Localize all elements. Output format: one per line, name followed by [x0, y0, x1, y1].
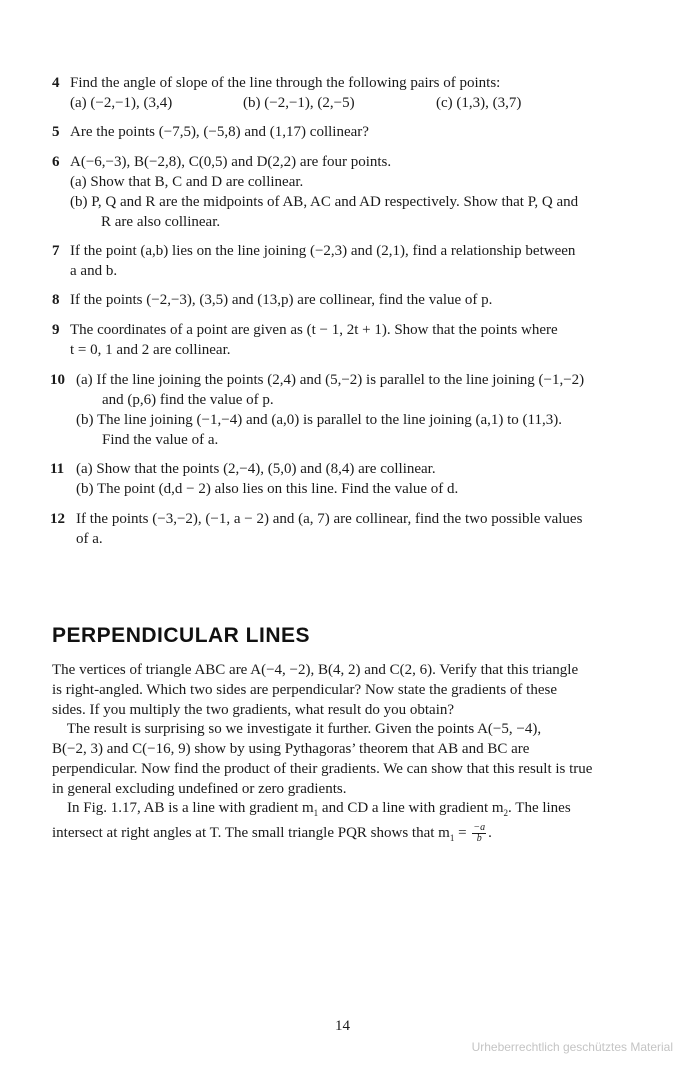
- exercise-number: 9: [52, 322, 60, 338]
- text-run: .: [488, 825, 492, 841]
- paragraph-line: in general excluding undefined or zero gradients.: [52, 781, 347, 797]
- exercise-text: If the point (a,b) lies on the line joining (−2,3) and (2,1), find a relationship between: [70, 243, 576, 259]
- subscript: 2: [503, 808, 509, 818]
- part-b: (b) The line joining (−1,−4) and (a,0) is parallel to the line joining (a,1) to (11,3).: [76, 412, 562, 428]
- exercise-text-continued: t = 0, 1 and 2 are collinear.: [70, 342, 231, 358]
- paragraph-line: sides. If you multiply the two gradients, what result do you obtain?: [52, 702, 455, 718]
- exercise-text-continued: of a.: [76, 531, 103, 547]
- fraction: [472, 823, 486, 844]
- exercise-text: The coordinates of a point are given as (t − 1, 2t + 1). Show that the points where: [70, 322, 558, 338]
- text-run: =: [454, 825, 471, 841]
- paragraph-line: is right-angled. Which two sides are perpendicular? Now state the gradients of these: [52, 682, 557, 698]
- part-a-continued: and (p,6) find the value of p.: [102, 392, 274, 408]
- exercise-text: If the points (−3,−2), (−1, a − 2) and (a, 7) are collinear, find the two possible values: [76, 511, 583, 527]
- part-a: (a) If the line joining the points (2,4) and (5,−2) is parallel to the line joining (−1,−2): [76, 372, 585, 388]
- subscript: 1: [449, 833, 455, 843]
- part-a: (a) (−2,−1), (3,4): [70, 95, 173, 111]
- exercise-number: 5: [52, 124, 60, 140]
- exercise-number: 6: [52, 154, 60, 170]
- text-run: intersect at right angles at T. The small triangle PQR shows that m: [52, 825, 450, 841]
- part-b: (b) P, Q and R are the midpoints of AB, AC and AD respectively. Show that P, Q and: [70, 194, 579, 210]
- part-b-continued: R are also collinear.: [101, 214, 221, 230]
- part-b: (b) (−2,−1), (2,−5): [243, 95, 355, 111]
- fraction-denominator: b: [476, 833, 482, 845]
- exercise-text: A(−6,−3), B(−2,8), C(0,5) and D(2,2) are four points.: [70, 154, 392, 170]
- fraction-numerator: −a: [473, 822, 486, 834]
- exercise-number: 12: [50, 511, 65, 527]
- exercise-text-continued: a and b.: [70, 263, 118, 279]
- part-b: (b) The point (d,d − 2) also lies on this line. Find the value of d.: [76, 481, 459, 497]
- page-number: 14: [335, 1018, 350, 1034]
- copyright-watermark: Urheberrechtlich geschütztes Material: [471, 1040, 673, 1054]
- paragraph-2: [52, 719, 632, 799]
- part-c: (c) (1,3), (3,7): [436, 95, 522, 111]
- exercise-text: Are the points (−7,5), (−5,8) and (1,17) collinear?: [70, 124, 369, 140]
- exercise-text: Find the angle of slope of the line through the following pairs of points:: [70, 75, 501, 91]
- text-run: In Fig. 1.17, AB is a line with gradient m: [52, 800, 314, 816]
- paragraph-3: [52, 798, 632, 848]
- section-heading: PERPENDICULAR LINES: [52, 624, 311, 647]
- part-b-continued: Find the value of a.: [102, 432, 219, 448]
- paragraph-line: perpendicular. Now find the product of their gradients. We can show that this result is true: [52, 761, 593, 777]
- paragraph-line: [52, 823, 632, 848]
- subscript: 1: [313, 808, 319, 818]
- paragraph-line: The vertices of triangle ABC are A(−4, −2), B(4, 2) and C(2, 6). Verify that this triangle: [52, 662, 579, 678]
- exercise-text: If the points (−2,−3), (3,5) and (13,p) are collinear, find the value of p.: [70, 292, 493, 308]
- text-run: . The lines: [508, 800, 571, 816]
- paragraph-line: B(−2, 3) and C(−16, 9) show by using Pythagoras’ theorem that AB and BC are: [52, 741, 530, 757]
- paragraph-line: The result is surprising so we investigate it further. Given the points A(−5, −4),: [52, 721, 542, 737]
- paragraph-1: [52, 660, 632, 720]
- exercise-number: 8: [52, 292, 60, 308]
- part-a: (a) Show that the points (2,−4), (5,0) and (8,4) are collinear.: [76, 461, 436, 477]
- exercise-number: 10: [50, 372, 65, 388]
- text-run: and CD a line with gradient m: [318, 800, 504, 816]
- paragraph-line: [52, 798, 632, 823]
- exercise-number: 4: [52, 75, 60, 91]
- exercise-number: 11: [50, 461, 65, 477]
- part-a: (a) Show that B, C and D are collinear.: [70, 174, 304, 190]
- exercise-number: 7: [52, 243, 60, 259]
